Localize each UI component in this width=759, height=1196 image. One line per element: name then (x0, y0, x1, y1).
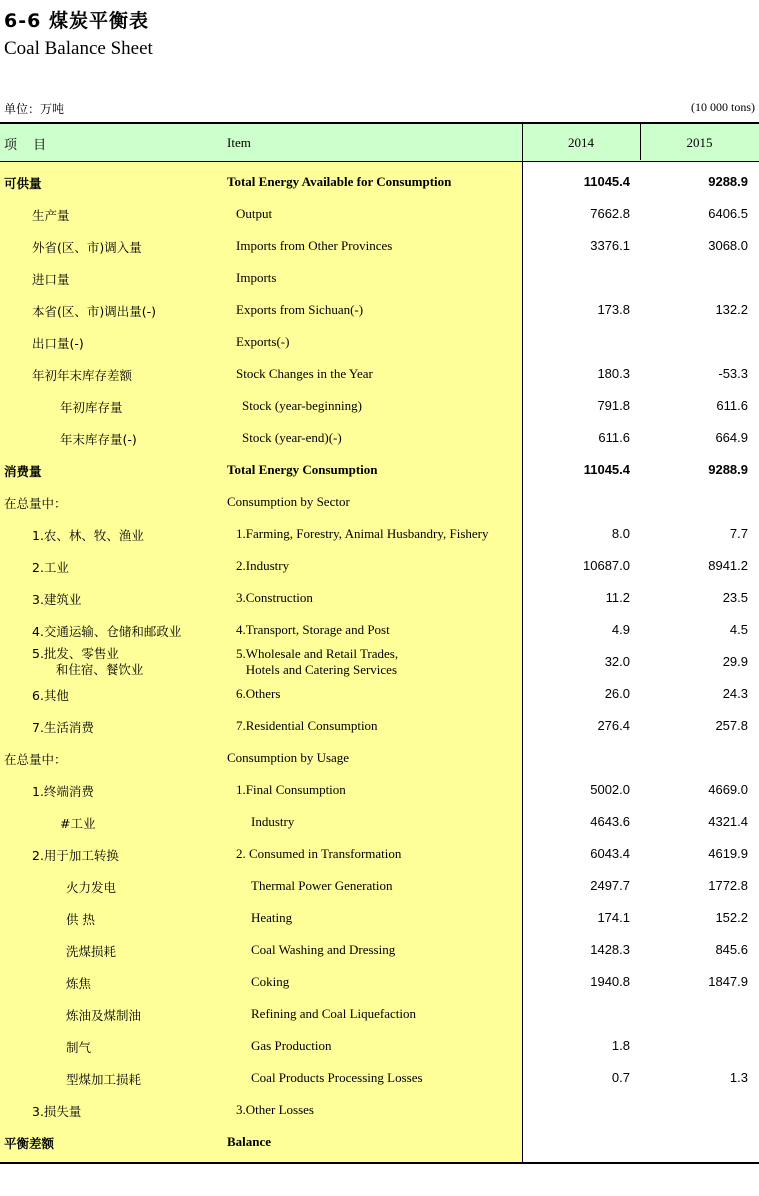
row-label-cn: 在总量中： (4, 752, 67, 767)
row-label-cn: 消费量 (4, 464, 42, 479)
table-row (0, 1094, 759, 1126)
table-row (0, 326, 759, 358)
row-label-cn: #工业 (60, 816, 96, 831)
row-label-cn: 本省(区、市)调出量(-) (32, 304, 157, 319)
row-value-2014: 10687.0 (583, 558, 630, 573)
table-row (0, 710, 759, 742)
row-value-2014: 1940.8 (590, 974, 630, 989)
row-label-cn: 4.交通运输、仓储和邮政业 (32, 624, 182, 639)
row-label-en: 2. Consumed in Transformation (236, 846, 402, 861)
table-row (0, 518, 759, 550)
table-row (0, 1126, 759, 1158)
row-value-2015: 132.2 (715, 302, 748, 317)
row-label-cn: 7.生活消费 (32, 720, 94, 735)
row-label-en: Coal Washing and Dressing (251, 942, 396, 957)
row-label-cn: 年末库存量(-) (60, 432, 137, 447)
row-label-en: 1.Farming, Forestry, Animal Husbandry, Fishery (236, 526, 489, 541)
table-row (0, 806, 759, 838)
row-value-2015: 4321.4 (708, 814, 748, 829)
header-item-cn: 项 目 (4, 138, 53, 153)
row-value-2014: 174.1 (597, 910, 630, 925)
row-label-cn: 年初库存量 (60, 400, 123, 415)
table-row (0, 902, 759, 934)
row-label-en: Exports(-) (236, 334, 290, 349)
row-value-2015: 152.2 (715, 910, 748, 925)
row-label-en: Imports (236, 270, 277, 285)
row-value-2015: 6406.5 (708, 206, 748, 221)
row-label-en: Consumption by Sector (227, 494, 350, 509)
row-label-cn: 外省(区、市)调入量 (32, 240, 142, 255)
row-label-cn: 进口量 (32, 272, 70, 287)
row-label-en: Thermal Power Generation (251, 878, 393, 893)
row-value-2014: 11045.4 (583, 174, 630, 189)
table-row (0, 262, 759, 294)
row-value-2014: 11045.4 (583, 462, 630, 477)
row-value-2015: 9288.9 (708, 462, 748, 477)
row-label-en: 7.Residential Consumption (236, 718, 378, 733)
row-value-2014: 1.8 (611, 1038, 630, 1053)
row-value-2014: 0.7 (611, 1070, 630, 1085)
row-label-cn: 2.工业 (32, 560, 69, 575)
row-label-en: Gas Production (251, 1038, 332, 1053)
row-value-2015: 7.7 (729, 526, 748, 541)
row-value-2014: 276.4 (597, 718, 630, 733)
row-value-2015: 1847.9 (708, 974, 748, 989)
row-value-2014: 4.9 (611, 622, 630, 637)
row-value-2014: 4643.6 (590, 814, 630, 829)
table-row (0, 646, 759, 678)
row-label-en: Refining and Coal Liquefaction (251, 1006, 416, 1021)
row-label-cn: 型煤加工损耗 (66, 1072, 142, 1087)
row-label-cn: 火力发电 (66, 880, 117, 895)
table-row (0, 582, 759, 614)
row-value-2015: 4619.9 (708, 846, 748, 861)
row-label-en: Industry (251, 814, 295, 829)
unit-label-cn: 单位：万吨 (4, 102, 65, 116)
row-label-cn: 生产量 (32, 208, 70, 223)
table-row (0, 742, 759, 774)
table-row (0, 358, 759, 390)
row-value-2015: 1.3 (729, 1070, 748, 1085)
table-row (0, 774, 759, 806)
row-value-2014: 7662.8 (590, 206, 630, 221)
row-value-2015: 4.5 (729, 622, 748, 637)
row-label-en: Total Energy Available for Consumption (227, 174, 452, 189)
page-title-en: Coal Balance Sheet (4, 38, 153, 59)
row-value-2015: 24.3 (722, 686, 748, 701)
row-label-en: Output (236, 206, 273, 221)
table-row (0, 1062, 759, 1094)
row-label-en: Total Energy Consumption (227, 462, 378, 477)
row-label-en: Coking (251, 974, 290, 989)
table-row (0, 614, 759, 646)
row-label-en: 3.Other Losses (236, 1102, 314, 1117)
row-label-cn: 可供量 (4, 176, 42, 191)
row-value-2015: 4669.0 (708, 782, 748, 797)
row-label-en: 1.Final Consumption (236, 782, 346, 797)
row-value-2014: 5002.0 (590, 782, 630, 797)
table-row (0, 838, 759, 870)
row-value-2015: 664.9 (715, 430, 748, 445)
table-row (0, 966, 759, 998)
page-title-cn: 6-6 煤炭平衡表 (4, 10, 149, 32)
table-row (0, 390, 759, 422)
row-value-2015: 3068.0 (708, 238, 748, 253)
row-value-2015: 9288.9 (708, 174, 748, 189)
row-label-cn: 炼焦 (66, 976, 92, 991)
row-label-cn: 年初年末库存差额 (32, 368, 133, 383)
header-year-2015: 2015 (686, 135, 713, 150)
row-label-en: Stock Changes in the Year (236, 366, 373, 381)
row-label-cn: 平衡差额 (4, 1136, 55, 1151)
row-label-cn: 2.用于加工转换 (32, 848, 119, 863)
row-label-cn: 洗煤损耗 (66, 944, 117, 959)
row-value-2014: 6043.4 (590, 846, 630, 861)
row-label-cn: 炼油及煤制油 (66, 1008, 142, 1023)
row-label-cn: 3.损失量 (32, 1104, 82, 1119)
row-label-en: Coal Products Processing Losses (251, 1070, 423, 1085)
table-row (0, 998, 759, 1030)
row-label-en: Stock (year-beginning) (242, 398, 362, 413)
row-label-en: 3.Construction (236, 590, 313, 605)
row-value-2014: 26.0 (604, 686, 630, 701)
row-label-cn: 出口量(-) (32, 336, 84, 351)
row-label-en: 6.Others (236, 686, 281, 701)
row-value-2015: -53.3 (718, 366, 748, 381)
row-label-cn: 制气 (66, 1040, 92, 1055)
row-label-en: 2.Industry (236, 558, 290, 573)
table-header (0, 122, 759, 162)
row-label-cn: 3.建筑业 (32, 592, 82, 607)
row-value-2014: 791.8 (597, 398, 630, 413)
row-value-2014: 611.6 (598, 430, 630, 445)
row-value-2014: 2497.7 (590, 878, 630, 893)
header-item-en: Item (227, 135, 251, 150)
row-value-2015: 257.8 (715, 718, 748, 733)
row-label-en: 4.Transport, Storage and Post (236, 622, 390, 637)
table-row (0, 870, 759, 902)
row-label-cn: 在总量中： (4, 496, 67, 511)
row-value-2014: 8.0 (611, 526, 630, 541)
row-value-2014: 173.8 (597, 302, 630, 317)
row-value-2015: 845.6 (715, 942, 748, 957)
header-year-divider (640, 122, 641, 160)
row-value-2014: 1428.3 (590, 942, 630, 957)
table-row (0, 198, 759, 230)
row-label-cn: 供 热 (66, 912, 95, 927)
unit-label-en: (10 000 tons) (691, 100, 755, 114)
table-row (0, 454, 759, 486)
table-row (0, 422, 759, 454)
table-row (0, 294, 759, 326)
table-row (0, 550, 759, 582)
row-value-2015: 611.6 (716, 398, 748, 413)
table-row (0, 230, 759, 262)
row-value-2014: 3376.1 (590, 238, 630, 253)
row-label-en: Exports from Sichuan(-) (236, 302, 364, 317)
row-value-2015: 1772.8 (708, 878, 748, 893)
row-label-en: 5.Wholesale and Retail Trades, Hotels and Catering Services (236, 646, 399, 677)
row-value-2014: 32.0 (604, 654, 630, 669)
table-row (0, 678, 759, 710)
row-label-en: Imports from Other Provinces (236, 238, 393, 253)
table-row (0, 486, 759, 518)
row-label-cn: 1.农、林、牧、渔业 (32, 528, 144, 543)
header-year-2014: 2014 (568, 135, 594, 150)
coal-balance-table (0, 122, 759, 1164)
table-bottom-rule (0, 1162, 759, 1164)
row-value-2015: 29.9 (722, 654, 748, 669)
row-value-2015: 8941.2 (708, 558, 748, 573)
row-label-en: Stock (year-end)(-) (242, 430, 342, 445)
row-label-cn: 6.其他 (32, 688, 69, 703)
row-label-en: Heating (251, 910, 293, 925)
row-value-2015: 23.5 (722, 590, 748, 605)
row-value-2014: 11.2 (605, 590, 630, 605)
table-row (0, 166, 759, 198)
table-row (0, 934, 759, 966)
row-label-en: Balance (227, 1134, 272, 1149)
row-label-en: Consumption by Usage (227, 750, 350, 765)
table-row (0, 1030, 759, 1062)
row-label-cn: 5.批发、零售业 和住宿、餐饮业 (32, 646, 144, 677)
row-label-cn: 1.终端消费 (32, 784, 94, 799)
row-value-2014: 180.3 (597, 366, 630, 381)
